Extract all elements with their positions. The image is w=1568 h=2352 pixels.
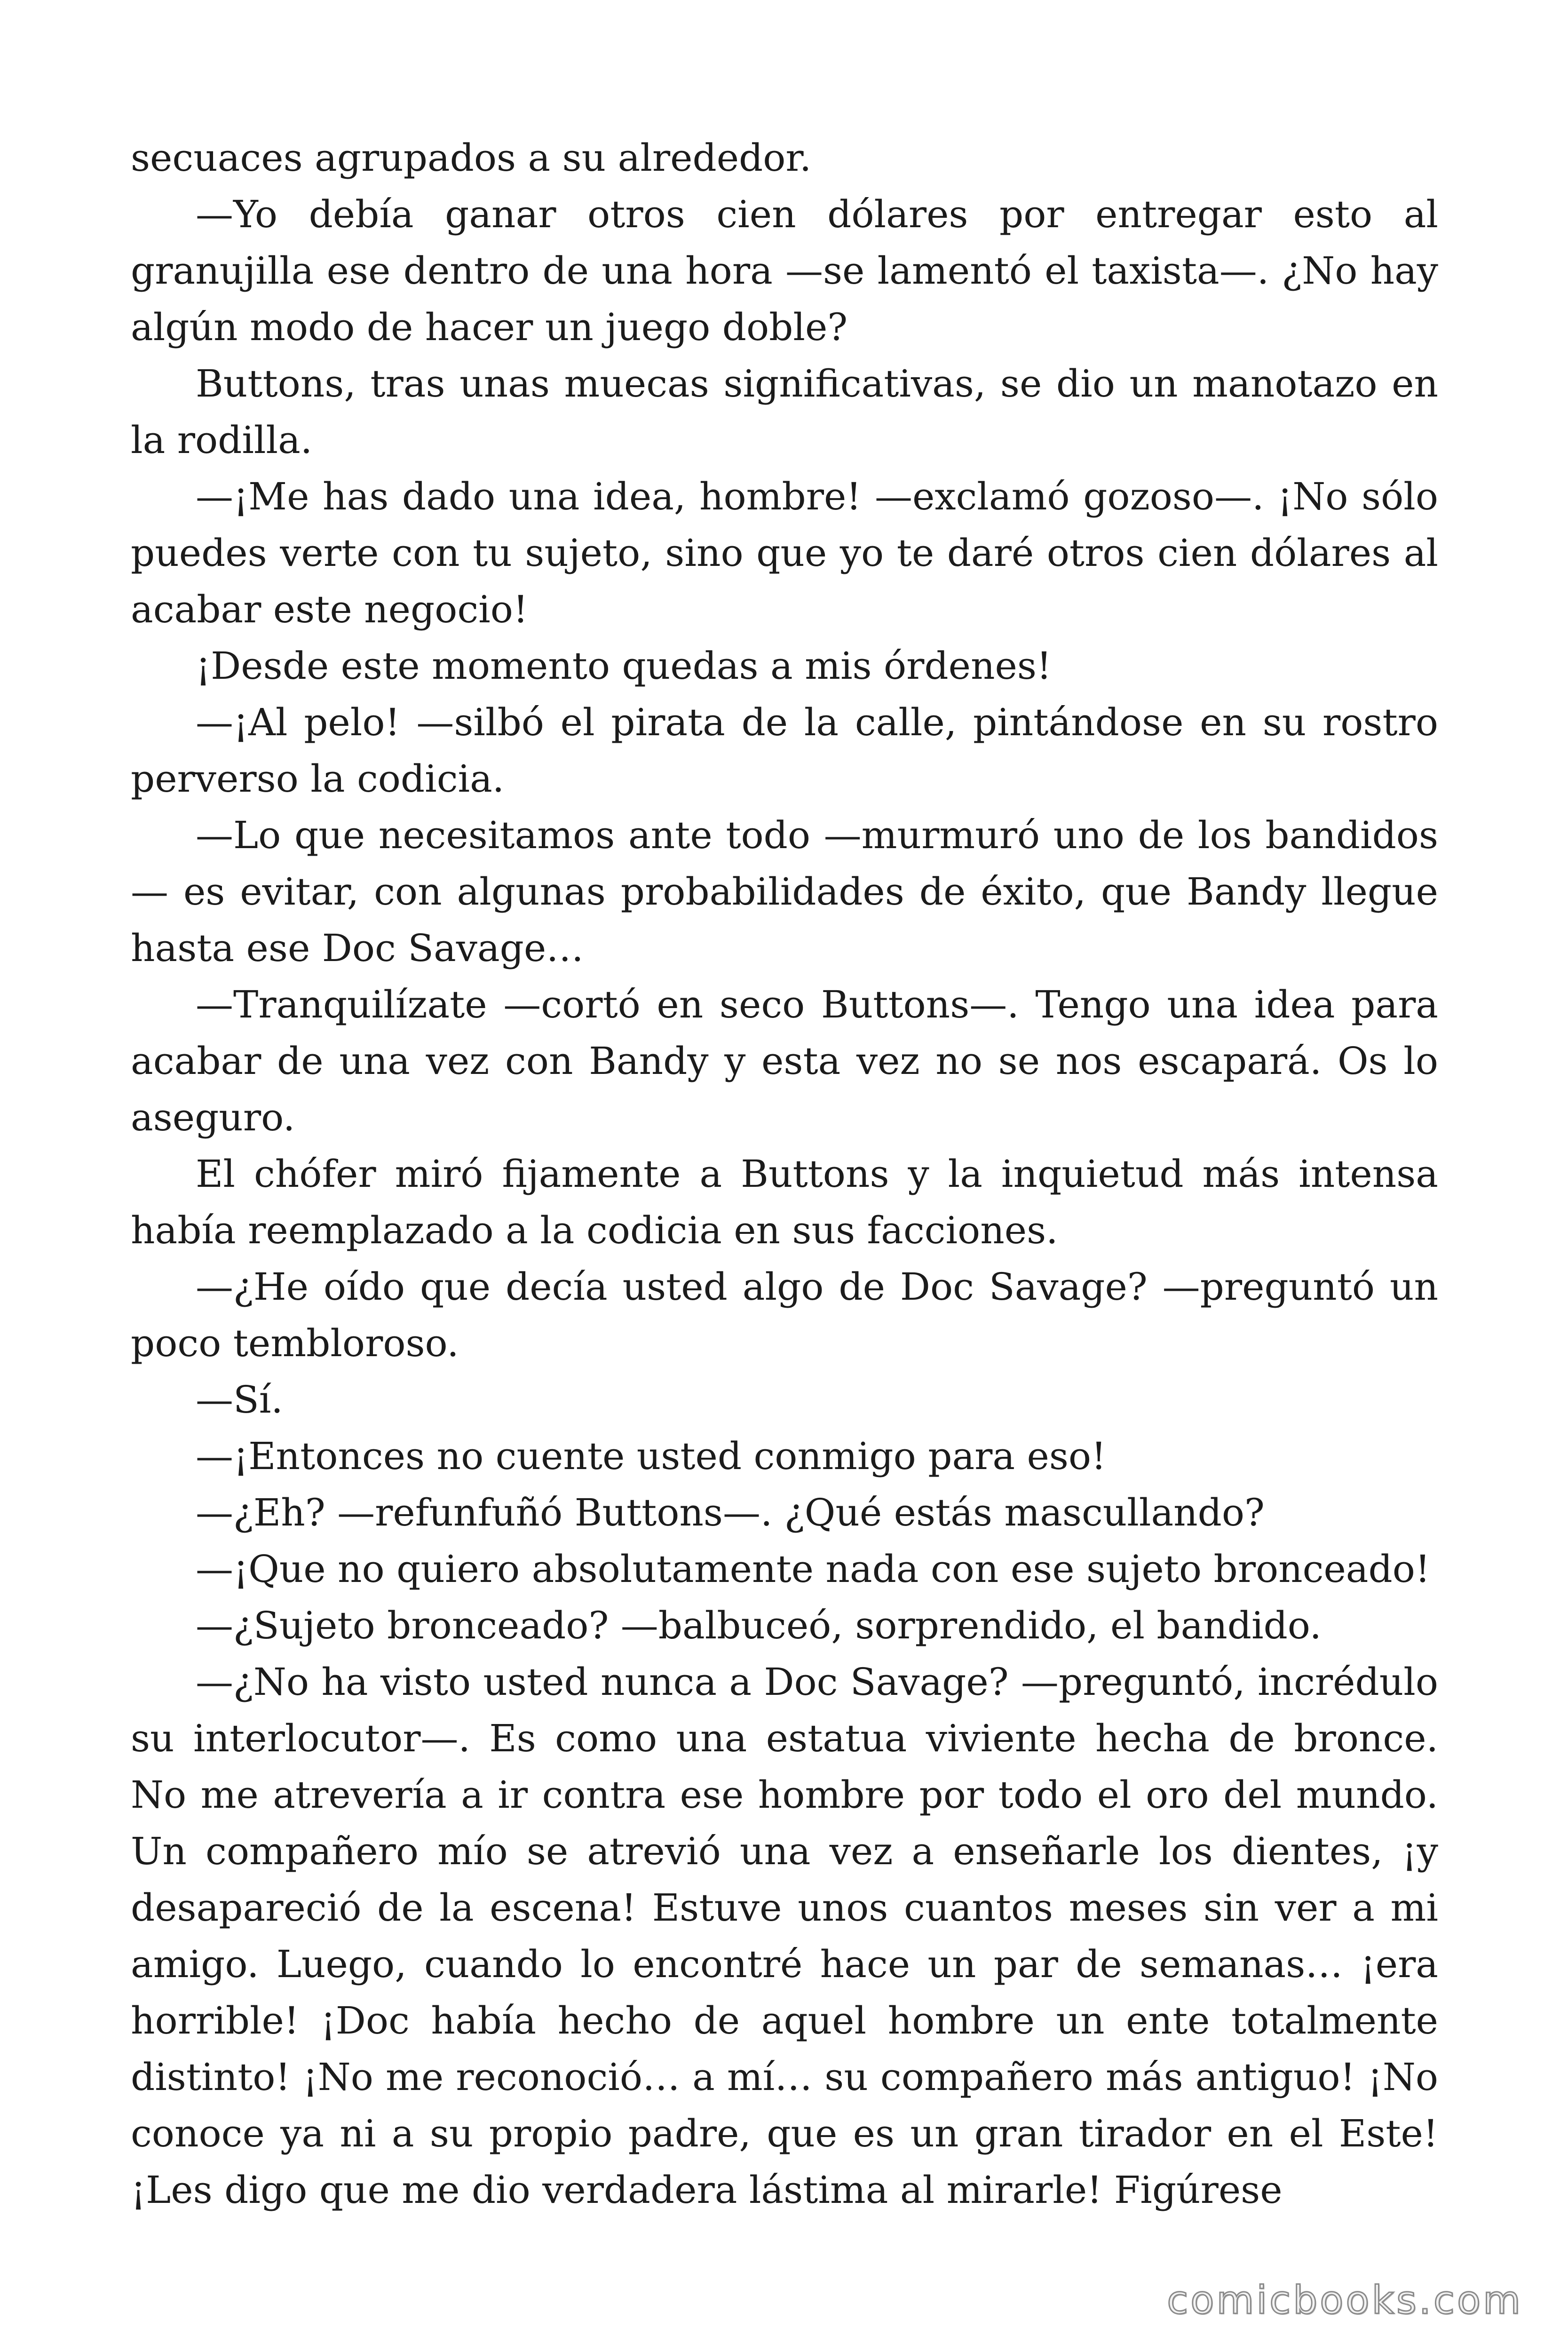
paragraph: —¡Al pelo! —silbó el pirata de la calle, pintándose en su rostro perverso la codicia. [131, 700, 1438, 801]
paragraph: —¡Que no quiero absolutamente nada con ese sujeto bronceado! [196, 1547, 1430, 1591]
page-text [131, 130, 1438, 2218]
paragraph: —Yo debía ganar otros cien dólares por entregar esto al granujilla ese dentro de una hora —se lamentó el taxista—. ¿No hay algún modo de hacer un juego doble? [131, 192, 1438, 349]
paragraph: —¿He oído que decía usted algo de Doc Savage? —preguntó un poco tembloroso. [131, 1265, 1438, 1365]
paragraph: —¿No ha visto usted nunca a Doc Savage? —preguntó, incrédulo su interlocutor—. Es como una estatua viviente hecha de bronce. No me atrevería a ir contra ese hombre por todo el oro del mundo. Un compañero mío se atrevió una vez a enseñarle los dientes, ¡y desapareció de la escena! Estuve unos cuantos meses sin ver a mi amigo. Luego, cuando lo encontré hace un par de semanas… ¡era horrible! ¡Doc había hecho de aquel hombre un ente totalmente distinto! ¡No me reconoció… a mí… su compañero más antiguo! ¡No conoce ya ni a su propio padre, que es un gran tirador en el Este! ¡Les digo que me dio verdadera lástima al mirarle! Figúrese [131, 1660, 1438, 2212]
paragraph: El chófer miró fijamente a Buttons y la inquietud más intensa había reemplazado a la codicia en sus facciones. [131, 1152, 1438, 1252]
paragraph: secuaces agrupados a su alrededor. [131, 136, 812, 180]
paragraph: —¡Me has dado una idea, hombre! —exclamó gozoso—. ¡No sólo puedes verte con tu sujeto, sino que yo te daré otros cien dólares al acabar este negocio! [131, 475, 1438, 631]
paragraph: —Lo que necesitamos ante todo —murmuró uno de los bandidos — es evitar, con algunas probabilidades de éxito, que Bandy llegue hasta ese Doc Savage… [131, 813, 1438, 970]
paragraph: ¡Desde este momento quedas a mis órdenes! [196, 644, 1052, 688]
paragraph: Buttons, tras unas muecas significativas, se dio un manotazo en la rodilla. [131, 362, 1438, 462]
paragraph: —¿Eh? —refunfuñó Buttons—. ¿Qué estás mascullando? [196, 1491, 1265, 1534]
paragraph: —Sí. [196, 1378, 283, 1422]
paragraph: —¿Sujeto bronceado? —balbuceó, sorprendido, el bandido. [196, 1604, 1322, 1647]
paragraph: —Tranquilízate —cortó en seco Buttons—. Tengo una idea para acabar de una vez con Bandy y esta vez no se nos escapará. Os lo aseguro. [131, 983, 1438, 1139]
paragraph: —¡Entonces no cuente usted conmigo para eso! [196, 1434, 1107, 1478]
watermark: comicbooks.com [1167, 2278, 1523, 2323]
